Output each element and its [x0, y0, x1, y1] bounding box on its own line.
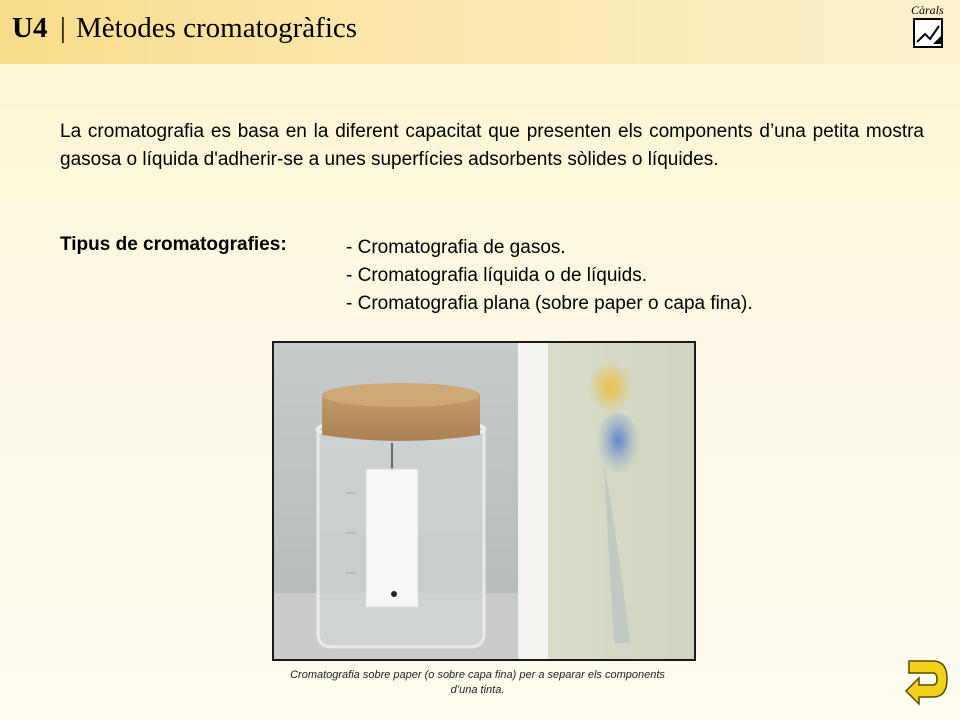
list-item: - Cromatografia plana (sobre paper o capa fina). — [346, 293, 753, 314]
intro-paragraph: La cromatografia es basa en la diferent capacitat que presenten els components d’una petita mostra gasosa o líquida d'adherir-se a unes superfícies adsorbents sòlides o líquides. — [60, 121, 924, 170]
publisher-logo-icon — [913, 18, 943, 48]
types-list — [346, 234, 753, 318]
title-separator: | — [60, 12, 66, 44]
list-item: - Cromatografia líquida o de líquids. — [346, 265, 647, 286]
publisher-logo-text: Càrals — [911, 3, 944, 17]
figure-caption: Cromatografia sobre paper (o sobre capa fina) per a separar els components d’una tinta. — [290, 669, 665, 696]
u-turn-arrow-icon[interactable] — [903, 657, 949, 707]
unit-label: U4 — [12, 12, 48, 44]
list-item: - Cromatografia de gasos. — [346, 237, 566, 258]
page-title: Mètodes cromatogràfics — [76, 12, 358, 44]
chromatography-photo — [272, 341, 696, 661]
chromatography-illustration — [274, 343, 694, 659]
header-bar — [0, 0, 960, 64]
types-label: Tipus de cromatografies: — [60, 234, 287, 255]
